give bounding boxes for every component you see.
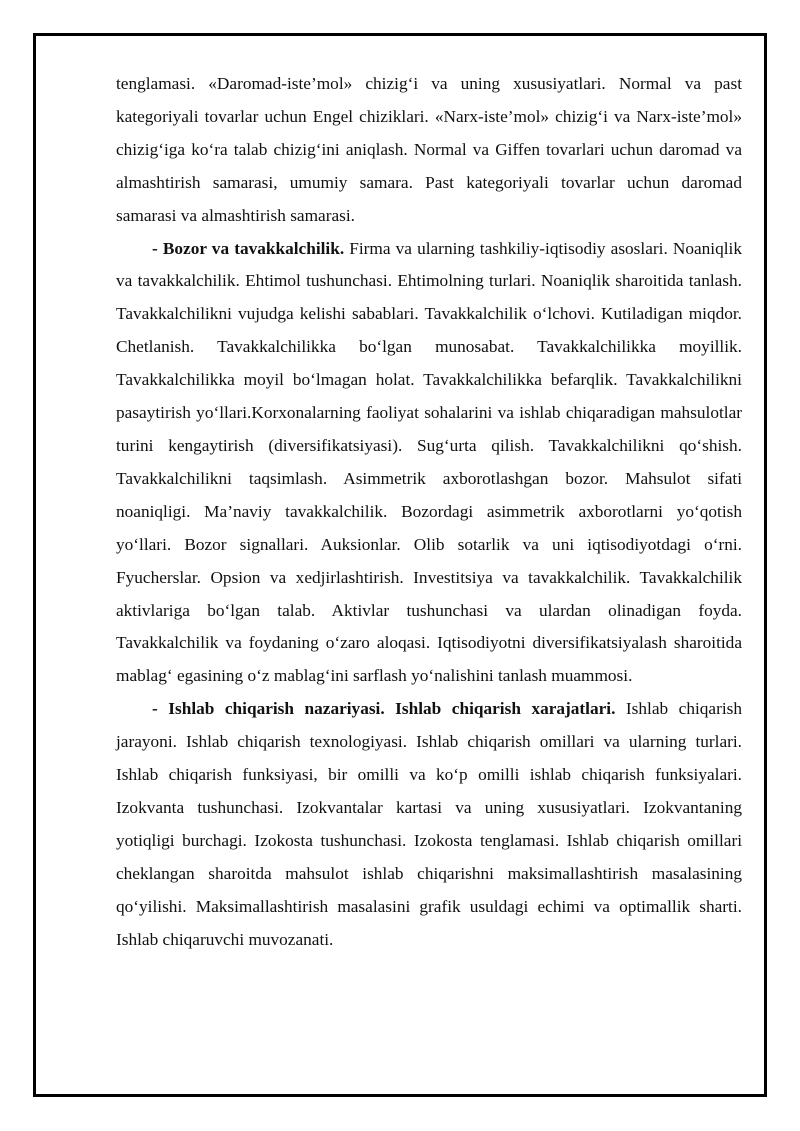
paragraph-continuation — [116, 68, 742, 233]
paragraph-ishlab-chiqarish-nazariyasi — [116, 693, 742, 956]
section-heading: - Bozor va tavakkalchilik. — [152, 238, 345, 258]
paragraph-bozor-va-tavakkalchilik — [116, 233, 742, 694]
paragraph-text: Firma va ularning tashkiliy-iqtisodiy asoslari. Noaniqlik va tavakkalchilik. Ehtimol tushunchasi. Ehtimolning turlari. Noaniqlik sharoitida tanlash. Tavakkalchilikni vujudga kelishi sabablari. Tavakkalchilik o‘lchovi. Kutiladigan miqdor. Chetlanish. Tavakkalchilikka bo‘lgan munosabat. Tavakkalchilikka moyillik. Tavakkalchilikka moyil bo‘lmagan holat. Tavakkalchilikka befarqlik. Tavakkalchilikni pasaytirish yo‘llari.Korxonalarning faoliyat sohalarini va ishlab chiqaradigan mahsulotlar turini kengaytirish (diversifikatsiyasi). Sug‘urta qilish. Tavakkalchilikni qo‘shish. Tavakkalchilikni taqsimlash. Asimmetrik axborotlashgan bozor. Mahsulot sifati noaniqligi. Ma’naviy tavakkalchilik. Bozordagi asimmetrik axborotlarni yo‘qotish yo‘llari. Bozor signallari. Auksionlar. Olib sotarlik va uni iqtisodiyotdagi o‘rni. Fyucherslar. Opsion va xedjirlashtirish. Investitsiya va tavakkalchilik. Tavakkalchilik aktivlariga bo‘lgan talab. Aktivlar tushunchasi va ulardan olinadigan foyda. Tavakkalchilik va foydaning o‘zaro aloqasi. Iqtisodiyotni diversifikatsiyalash sharoitida mablag‘ egasining o‘z mablag‘ini sarflash yo‘nalishini tanlash muammosi. — [116, 238, 742, 686]
document-body — [116, 68, 742, 956]
paragraph-text: tenglamasi. «Daromad-iste’mol» chizig‘i va uning xususiyatlari. Normal va past kategoriyali tovarlar uchun Engel chiziklari. «Narx-iste’mol» chizig‘i va Narx-iste’mol» chizig‘iga ko‘ra talab chizig‘ini aniqlash. Normal va Giffen tovarlari uchun daromad va almashtirish samarasi, umumiy samara. Past kategoriyali tovarlar uchun daromad samarasi va almashtirish samarasi. — [116, 74, 742, 225]
section-heading: - Ishlab chiqarish nazariyasi. Ishlab chiqarish xarajatlari. — [152, 699, 616, 719]
paragraph-text: Ishlab chiqarish jarayoni. Ishlab chiqarish texnologiyasi. Ishlab chiqarish omillari va ularning turlari. Ishlab chiqarish funksiyasi, bir omilli va ko‘p omilli ishlab chiqarish funksiyalari. Izokvanta tushunchasi. Izokvantalar kartasi va uning xususiyatlari. Izokvantaning yotiqligi burchagi. Izokosta tushunchasi. Izokosta tenglamasi. Ishlab chiqarish omillari cheklangan sharoitda mahsulot ishlab chiqarishni maksimallashtirish masalasining qo‘yilishi. Maksimallashtirish masalasini grafik usuldagi echimi va optimallik sharti. Ishlab chiqaruvchi muvozanati. — [116, 699, 743, 949]
